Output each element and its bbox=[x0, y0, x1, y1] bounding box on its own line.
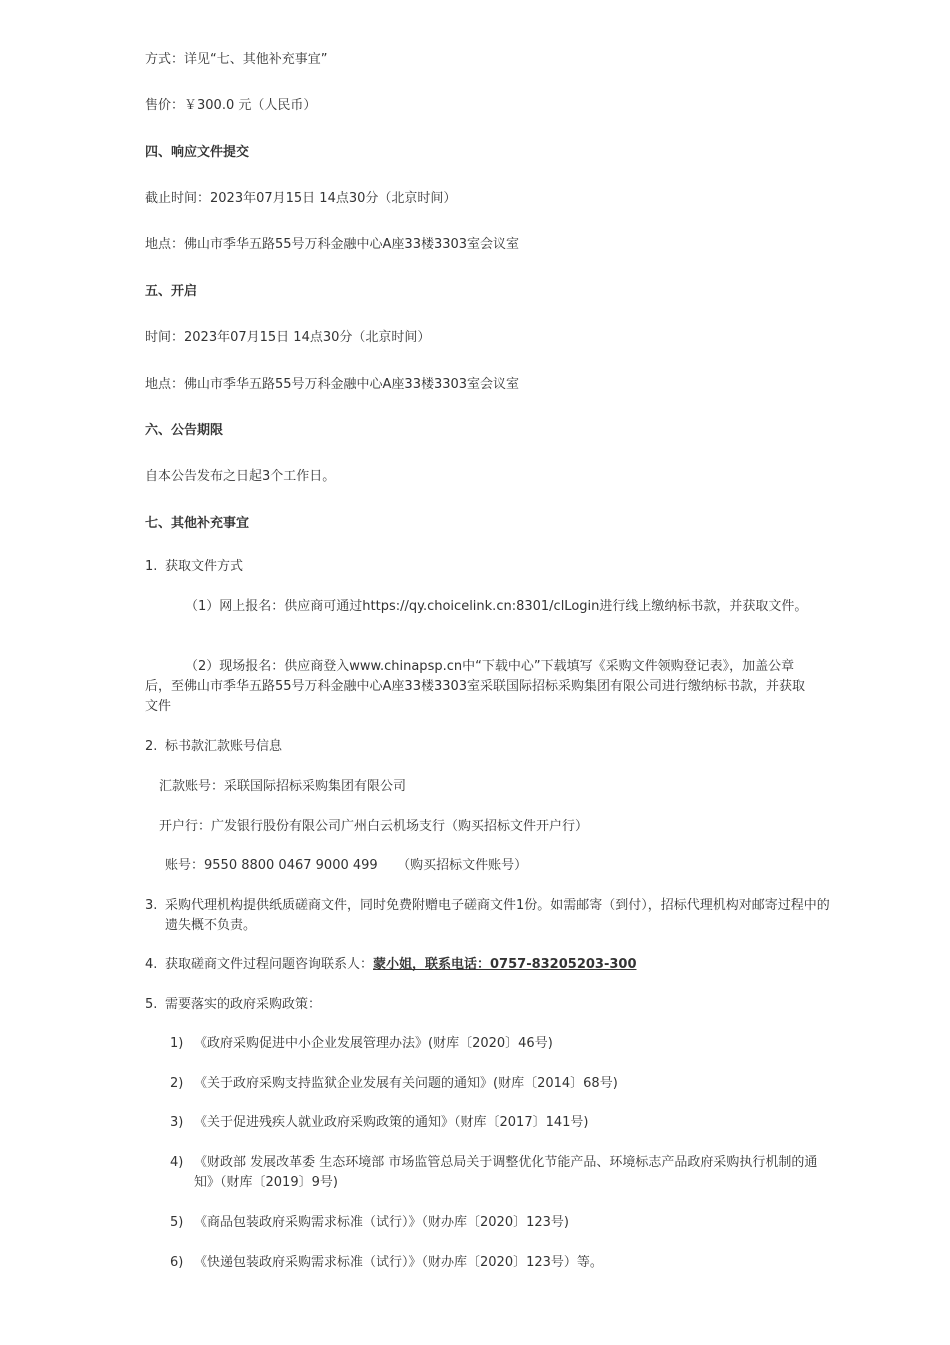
list-item-number: 4. bbox=[145, 957, 158, 972]
contact-info-link[interactable]: 蒙小姐，联系电话：0757-83205203-300 bbox=[373, 957, 637, 972]
list-item-number: 2. bbox=[145, 739, 158, 754]
doc-bank-branch: 开户行：广发银行股份有限公司广州白云机场支行（购买招标文件开户行） bbox=[159, 819, 589, 834]
doc-method-line: 方式：详见“七、其他补充事宜” bbox=[145, 52, 328, 67]
list-item-text: 采购代理机构提供纸质磋商文件，同时免费附赠电子磋商文件1份。如需邮寄（到付），招标代理机构对邮寄过程中的遗失概不负责。 bbox=[165, 898, 830, 933]
policy-item-text: 《财政部 发展改革委 生态环境部 市场监管总局关于调整优化节能产品、环境标志产品政府采购执行机制的通知》（财库〔2019〕9号) bbox=[194, 1155, 818, 1190]
section-heading-opening: 五、开启 bbox=[145, 284, 198, 299]
policy-item bbox=[170, 1253, 603, 1273]
policy-item bbox=[170, 1034, 553, 1054]
policy-item-number: 3) bbox=[170, 1115, 184, 1130]
policy-item-text: 《政府采购促进中小企业发展管理办法》(财库〔2020〕46号) bbox=[194, 1036, 553, 1051]
list-item-text: 需要落实的政府采购政策： bbox=[165, 997, 322, 1012]
policy-item-text: 《关于政府采购支持监狱企业发展有关问题的通知》(财库〔2014〕68号) bbox=[194, 1076, 618, 1091]
policy-item bbox=[170, 1074, 618, 1094]
policy-item-number: 1) bbox=[170, 1036, 184, 1051]
policy-item-number: 2) bbox=[170, 1076, 184, 1091]
list-item-number: 1. bbox=[145, 559, 158, 574]
list-item-text: 获取磋商文件过程问题咨询联系人： bbox=[165, 957, 374, 972]
policy-item-number: 4) bbox=[170, 1155, 184, 1170]
policy-item-text: 《商品包装政府采购需求标准（试行）》（财办库〔2020〕123号) bbox=[194, 1215, 569, 1230]
doc-location-line: 地点：佛山市季华五路55号万科金融中心A座33楼3303室会议室 bbox=[145, 237, 520, 252]
list-item bbox=[145, 955, 637, 975]
policy-item bbox=[170, 1113, 588, 1133]
list-item bbox=[145, 995, 321, 1015]
section-heading-supplementary: 七、其他补充事宜 bbox=[145, 516, 250, 531]
doc-deadline-line: 截止时间：2023年07月15日 14点30分（北京时间） bbox=[145, 191, 457, 206]
doc-opening-location-line: 地点：佛山市季华五路55号万科金融中心A座33楼3303室会议室 bbox=[145, 377, 520, 392]
list-item bbox=[145, 737, 282, 757]
doc-onsite-registration-paragraph: （2）现场报名：供应商登入www.chinapsp.cn中“下载中心”下载填写《采购文件领购登记表》，加盖公章后，至佛山市季华五路55号万科金融中心A座33楼3303室采联国际招标采购集团有限公司进行缴纳标书款，并获取文件 bbox=[145, 659, 806, 714]
list-item bbox=[145, 896, 830, 936]
doc-account-number: 账号：9550 8800 0467 9000 499 （购买招标文件账号） bbox=[165, 858, 528, 873]
policy-item-text: 《快递包装政府采购需求标准（试行）》（财办库〔2020〕123号）等。 bbox=[194, 1255, 603, 1270]
doc-opening-time-line: 时间：2023年07月15日 14点30分（北京时间） bbox=[145, 330, 431, 345]
list-item-text: 标书款汇款账号信息 bbox=[165, 739, 283, 754]
list-item-number: 3. bbox=[145, 898, 158, 913]
policy-item bbox=[170, 1153, 834, 1193]
list-item-number: 5. bbox=[145, 997, 158, 1012]
doc-notice-period-line: 自本公告发布之日起3个工作日。 bbox=[145, 469, 336, 484]
policy-item-number: 5) bbox=[170, 1215, 184, 1230]
list-item bbox=[145, 557, 243, 577]
section-heading-submission: 四、响应文件提交 bbox=[145, 145, 250, 160]
policy-item-text: 《关于促进残疾人就业政府采购政策的通知》（财库〔2017〕141号) bbox=[194, 1115, 589, 1130]
doc-remit-account-name: 汇款账号：采联国际招标采购集团有限公司 bbox=[159, 779, 407, 794]
section-heading-notice-period: 六、公告期限 bbox=[145, 423, 224, 438]
policy-item bbox=[170, 1213, 569, 1233]
doc-price-line: 售价：￥300.0 元（人民币） bbox=[145, 98, 317, 113]
list-item-text: 获取文件方式 bbox=[165, 559, 244, 574]
policy-item-number: 6) bbox=[170, 1255, 184, 1270]
doc-online-registration-paragraph: （1）网上报名：供应商可通过https://qy.choicelink.cn:8301/clLogin进行线上缴纳标书款，并获取文件。 bbox=[185, 599, 808, 614]
